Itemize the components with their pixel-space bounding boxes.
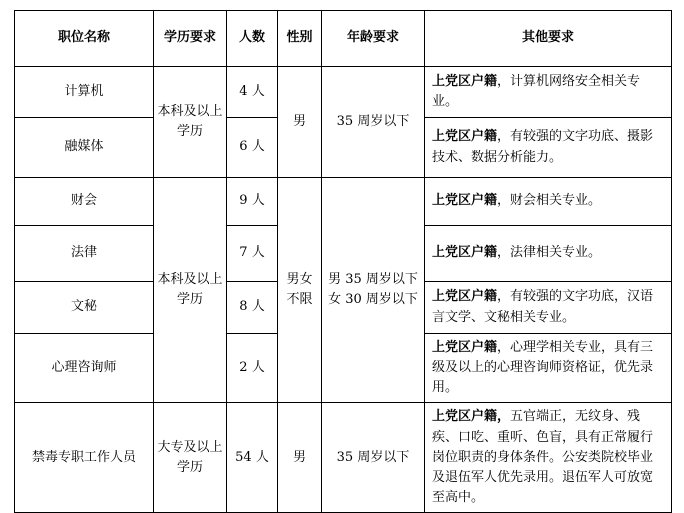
other-requirements-text: ，有较强的文字功底、摄影技术、数据分析能力。: [432, 129, 654, 165]
cell-gender: 男女不限: [278, 178, 322, 403]
cell-count: 4 人: [227, 67, 278, 118]
age-line: 35 周岁以下: [336, 113, 410, 129]
cell-education: 大专及以上学历: [154, 403, 227, 513]
cell-other-requirements: [425, 118, 672, 178]
other-requirements-text: ，计算机网络安全相关专业。: [432, 73, 641, 109]
household-highlight: 上党区户籍: [432, 129, 498, 145]
other-requirements-text: ，法律相关专业。: [497, 245, 602, 261]
recruitment-table: [14, 10, 672, 513]
other-requirements-text: ，有较强的文字功底，汉语言文学、文秘相关专业。: [432, 289, 654, 325]
column-header-education: 学历要求: [154, 11, 227, 67]
recruitment-table-container: [14, 10, 672, 513]
table-header-row: [15, 11, 672, 67]
cell-position: 融媒体: [15, 118, 154, 178]
cell-education: 本科及以上学历: [154, 67, 227, 178]
household-highlight: 上党区户籍: [432, 73, 498, 89]
age-line-male: 男 35 周岁以下: [328, 272, 418, 288]
cell-count: 9 人: [227, 178, 278, 226]
table-row: [15, 403, 672, 513]
age-line: 35 周岁以下: [336, 449, 410, 465]
cell-count: 54 人: [227, 403, 278, 513]
cell-position: 禁毒专职工作人员: [15, 403, 154, 513]
household-highlight: 上党区户籍: [432, 245, 498, 261]
table-row: [15, 178, 672, 226]
cell-gender: 男: [278, 67, 322, 178]
other-requirements-text: 五官端正，无纹身、残疾、口吃、重听、色盲，具有正常履行岗位职责的身体条件。公安类院校毕业及退伍军人优先录用。退伍军人可放宽至高中。: [432, 409, 654, 505]
cell-other-requirements: [425, 67, 672, 118]
cell-age: [322, 178, 425, 403]
cell-position: 财会: [15, 178, 154, 226]
cell-count: 2 人: [227, 334, 278, 403]
cell-count: 8 人: [227, 282, 278, 334]
cell-position: 文秘: [15, 282, 154, 334]
cell-position: 心理咨询师: [15, 334, 154, 403]
cell-other-requirements: [425, 178, 672, 226]
column-header-gender: 性别: [278, 11, 322, 67]
other-requirements-text: ，心理学相关专业，具有三级及以上的心理咨询师资格证，优先录用。: [432, 340, 654, 396]
cell-other-requirements: [425, 226, 672, 282]
cell-other-requirements: [425, 282, 672, 334]
cell-position: 计算机: [15, 67, 154, 118]
cell-other-requirements: [425, 403, 672, 513]
household-highlight: 上党区户籍，: [432, 409, 511, 425]
cell-age: [322, 403, 425, 513]
cell-count: 6 人: [227, 118, 278, 178]
cell-gender: 男: [278, 403, 322, 513]
household-highlight: 上党区户籍: [432, 340, 498, 355]
column-header-position: 职位名称: [15, 11, 154, 67]
cell-other-requirements: [425, 334, 672, 403]
other-requirements-text: ，财会相关专业。: [497, 193, 602, 209]
column-header-count: 人数: [227, 11, 278, 67]
household-highlight: 上党区户籍: [432, 289, 498, 305]
column-header-age: 年龄要求: [322, 11, 425, 67]
cell-count: 7 人: [227, 226, 278, 282]
cell-position: 法律: [15, 226, 154, 282]
table-row: [15, 67, 672, 118]
age-line-female: 女 30 周岁以下: [328, 292, 418, 308]
cell-age: [322, 67, 425, 178]
cell-education: 本科及以上学历: [154, 178, 227, 403]
column-header-other: 其他要求: [425, 11, 672, 67]
household-highlight: 上党区户籍: [432, 193, 498, 209]
